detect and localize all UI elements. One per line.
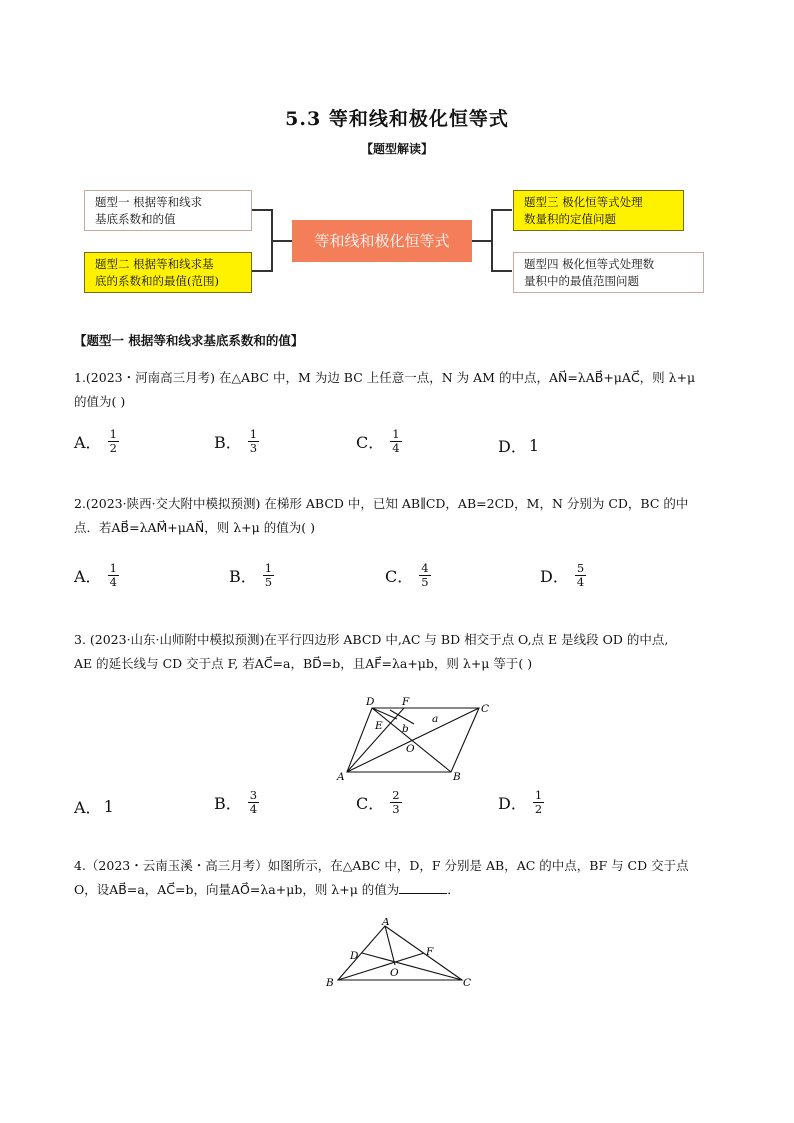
label-c: C	[481, 703, 490, 715]
q2-line2: 点．若AB⃗=λAM⃗+μAN⃗，则 λ+μ 的值为( )	[74, 520, 315, 535]
question-3	[74, 628, 734, 676]
label-c: C	[463, 977, 472, 989]
question-1	[74, 366, 734, 414]
vector-b-arrow	[372, 708, 397, 719]
q1-option-c[interactable]: C． $\frac{1}{4}$	[356, 427, 400, 455]
q3-option-c[interactable]: C． $\frac{2}{3}$	[356, 788, 400, 816]
right-connector	[472, 210, 512, 271]
label-e: E	[375, 720, 383, 732]
label-f: F	[426, 946, 434, 958]
page-title: 5.3 等和线和极化恒等式	[285, 108, 509, 130]
label-b: B	[453, 771, 461, 783]
page-subtitle: 【题型解读】	[360, 142, 433, 156]
q2-option-d[interactable]: D． $\frac{5}{4}$	[540, 561, 585, 589]
type3-line1: 题型三 极化恒等式处理	[524, 195, 643, 209]
type1-line2: 基底系数和的值	[95, 212, 176, 226]
type2-line2: 底的系数和的最值(范围)	[95, 274, 219, 288]
q3-option-a[interactable]: A． 1	[74, 797, 114, 817]
q1-line1: 1.(2023・河南高三月考) 在△ABC 中，M 为边 BC 上任意一点，N 为 AM 的中点，AN⃗=λAB⃗+μAC⃗，则 λ+μ	[74, 370, 696, 385]
label-d: D	[350, 950, 359, 962]
segment-af	[347, 708, 404, 772]
section-heading: 【题型一 根据等和线求基底系数和的值】	[74, 333, 304, 348]
answer-blank[interactable]	[399, 893, 447, 894]
type4-line2: 量积中的最值范围问题	[524, 274, 639, 288]
type4-line1: 题型四 极化恒等式处理数	[524, 257, 655, 271]
type2-line1: 题型二 根据等和线求基	[95, 257, 214, 271]
q2-option-c[interactable]: C． $\frac{4}{5}$	[385, 561, 429, 589]
type1-line1: 题型一 根据等和线求	[95, 195, 203, 209]
left-connector	[252, 210, 292, 271]
diagonal-bd	[372, 708, 451, 772]
label-o: O	[390, 967, 399, 979]
label-f: F	[402, 696, 410, 708]
q1-option-a[interactable]: A． $\frac{1}{2}$	[74, 427, 117, 455]
q4-line1: 4.（2023・云南玉溪・高三月考）如图所示，在△ABC 中，D，F 分别是 AB，AC 的中点，BF 与 CD 交于点	[74, 858, 689, 873]
q3-option-d[interactable]: D． $\frac{1}{2}$	[498, 788, 543, 816]
q2-option-b[interactable]: B． $\frac{1}{5}$	[229, 561, 273, 589]
q4-line2-text: O，设AB⃗=a，AC⃗=b，向量AO⃗=λa+μb，则 λ+μ 的值为	[74, 882, 400, 897]
label-d: D	[366, 696, 375, 708]
type3-line2: 数量积的定值问题	[524, 212, 616, 226]
q1-option-b[interactable]: B． $\frac{1}{3}$	[214, 427, 258, 455]
triangle-figure	[320, 918, 480, 993]
label-a: A	[382, 918, 390, 928]
q4-line2	[74, 878, 734, 902]
label-o: O	[406, 743, 415, 755]
q3-line1: 3. (2023·山东·山师附中模拟预测)在平行四边形 ABCD 中,AC 与 BD 相交于点 O,点 E 是线段 OD 的中点,	[74, 632, 669, 647]
q2-option-a[interactable]: A． $\frac{1}{4}$	[74, 561, 117, 589]
question-2	[74, 492, 734, 540]
q4-line2-end: ．	[447, 882, 460, 897]
q1-option-d[interactable]: D． 1	[498, 436, 540, 456]
label-b-vec: b	[402, 723, 409, 735]
diagonal-ac	[347, 708, 479, 772]
q3-line2: AE 的延长线与 CD 交于点 F, 若AC⃗=a，BD⃗=b，且AF⃗=λa+μb，则 λ+μ 等于( )	[74, 656, 533, 671]
question-4	[74, 854, 734, 902]
type4-box	[513, 252, 704, 293]
q2-line1: 2.(2023·陕西·交大附中模拟预测) 在梯形 ABCD 中，已知 AB∥CD，AB=2CD，M，N 分别为 CD，BC 的中	[74, 496, 689, 511]
type1-box	[84, 190, 252, 231]
type3-box	[513, 190, 684, 231]
q3-option-b[interactable]: B． $\frac{3}{4}$	[214, 788, 258, 816]
parallelogram-figure	[330, 694, 500, 784]
label-b: B	[326, 977, 334, 989]
label-a: A	[337, 771, 345, 783]
label-a-vec: a	[432, 713, 439, 725]
q1-line2: 的值为( )	[74, 394, 126, 409]
mindmap-center: 等和线和极化恒等式	[292, 220, 472, 262]
type2-box	[84, 252, 252, 293]
